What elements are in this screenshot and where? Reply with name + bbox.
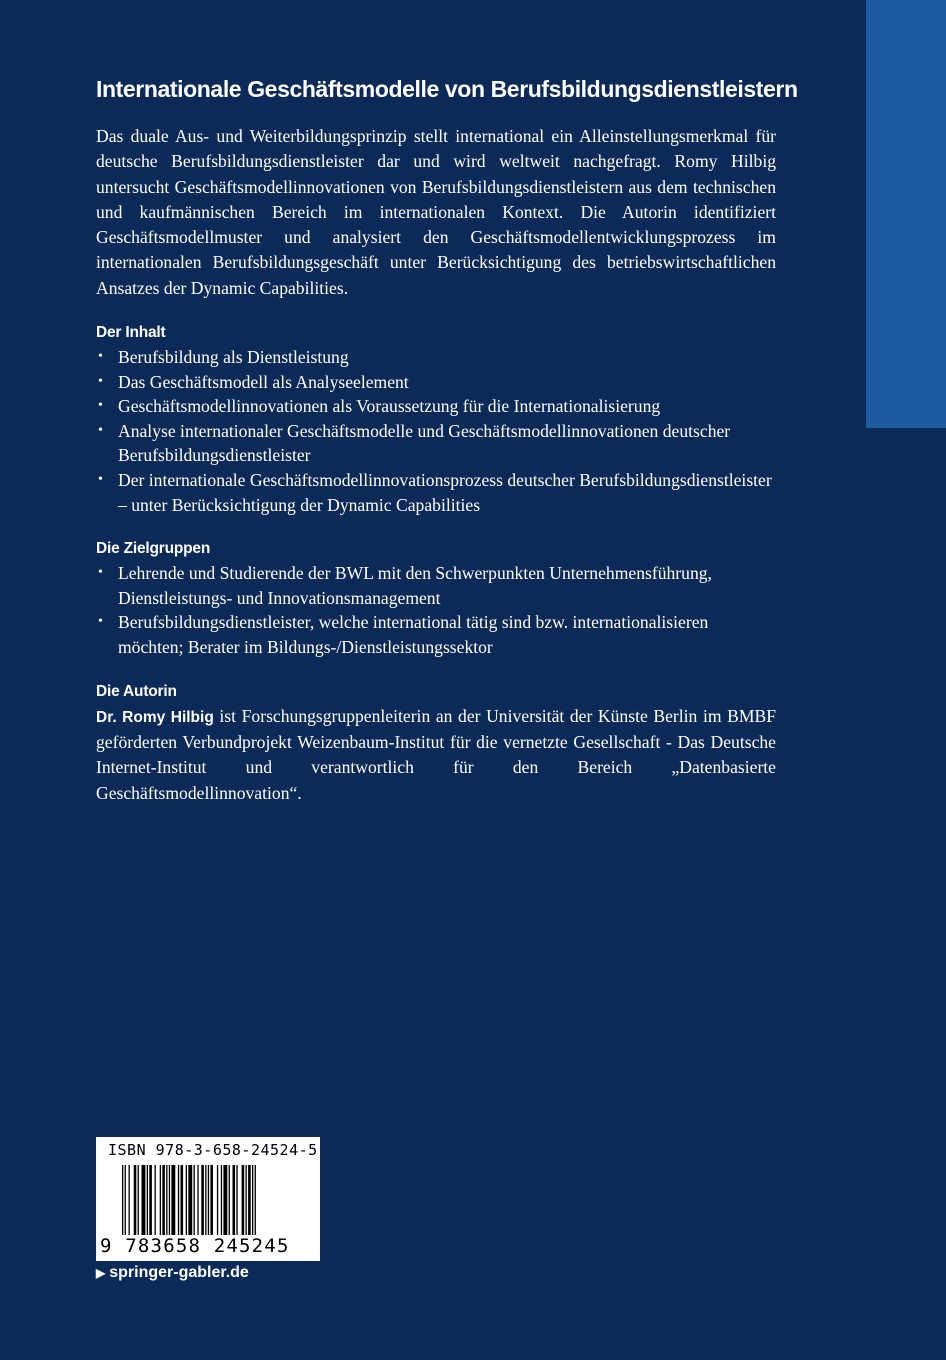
zielgruppen-heading: Die Zielgruppen bbox=[96, 540, 211, 558]
bullet-icon: • bbox=[98, 472, 103, 488]
bullet-icon: • bbox=[98, 565, 103, 581]
list-item: • Berufsbildungsdienstleister, welche international tätig sind bzw. internationalisieren möchten; Berater im Bildungs-/Dienstleistungssektor bbox=[98, 612, 709, 658]
back-cover-content bbox=[96, 72, 798, 806]
isbn-barcode bbox=[96, 1137, 320, 1261]
accent-bar bbox=[866, 0, 946, 428]
publisher-link[interactable] bbox=[96, 1264, 249, 1282]
list-item: • Geschäftsmodellinnovationen als Voraussetzung für die Internationalisierung bbox=[96, 394, 776, 419]
bullet-icon: • bbox=[98, 373, 103, 389]
author-bio: ist Forschungsgruppenleiterin an der Universität der Künste Berlin im BMBF geförderten Verbundprojekt Weizenbaum-Institut für die vernetzte Gesellschaft - Das Deutsche Internet-Institut und verantwortlich für den Bereich „Datenbasierte Geschäftsmodellinnovation“. bbox=[96, 705, 777, 803]
intro-paragraph: Das duale Aus- und Weiterbildungsprinzip stellt international ein Alleinstellungsmerkmal für deutsche Berufsbildungsdienstleister dar und wird weltweit nachgefragt. Romy Hilbig untersucht Geschäftsmodellinnovationen von Berufsbildungsdienstleistern aus dem technischen und kaufmännischen Bereich im internationalen Kontext. Die Autorin identifiziert Geschäftsmodellmuster und analysiert den Geschäftsmodellentwicklungsprozess im internationalen Berufsbildungsgeschäft unter Berücksichtigung des betriebswirtschaftlichen Ansatzes der Dynamic Capabilities. bbox=[96, 126, 776, 298]
triangle-right-icon: ▶ bbox=[96, 1266, 106, 1280]
author-name: Dr. Romy Hilbig bbox=[96, 708, 214, 726]
bullet-icon: • bbox=[98, 349, 103, 365]
list-item: • Berufsbildung als Dienstleistung bbox=[96, 345, 776, 370]
list-item: • Der internationale Geschäftsmodellinnovationsprozess deutscher Berufsbildungsdienstleister – unter Berücksichtigung der Dynamic Capabilities bbox=[98, 470, 772, 515]
bullet-icon: • bbox=[98, 398, 103, 414]
bullet-icon: • bbox=[98, 614, 103, 630]
zielgruppen-list bbox=[96, 561, 776, 659]
inhalt-heading: Der Inhalt bbox=[96, 324, 166, 342]
inhalt-list bbox=[96, 345, 776, 517]
barcode-digits: 9 783658 245245 bbox=[100, 1235, 290, 1257]
barcode-bars bbox=[122, 1165, 306, 1235]
list-item: • Das Geschäftsmodell als Analyseelement bbox=[96, 370, 776, 395]
book-title: Internationale Geschäftsmodelle von Berufsbildungsdienstleistern bbox=[96, 76, 798, 102]
list-item: • Analyse internationaler Geschäftsmodelle und Geschäftsmodellinnovationen deutscher Berufsbildungsdienstleister bbox=[98, 420, 731, 466]
bullet-icon: • bbox=[98, 422, 103, 438]
autorin-paragraph bbox=[96, 704, 776, 806]
autorin-heading: Die Autorin bbox=[96, 682, 177, 700]
isbn-label: ISBN 978-3-658-24524-5 bbox=[108, 1141, 318, 1159]
list-item: • Lehrende und Studierende der BWL mit den Schwerpunkten Unternehmensführung, Dienstleistungs- und Innovationsmanagement bbox=[98, 563, 712, 608]
publisher-link-text: springer-gabler.de bbox=[109, 1264, 249, 1281]
